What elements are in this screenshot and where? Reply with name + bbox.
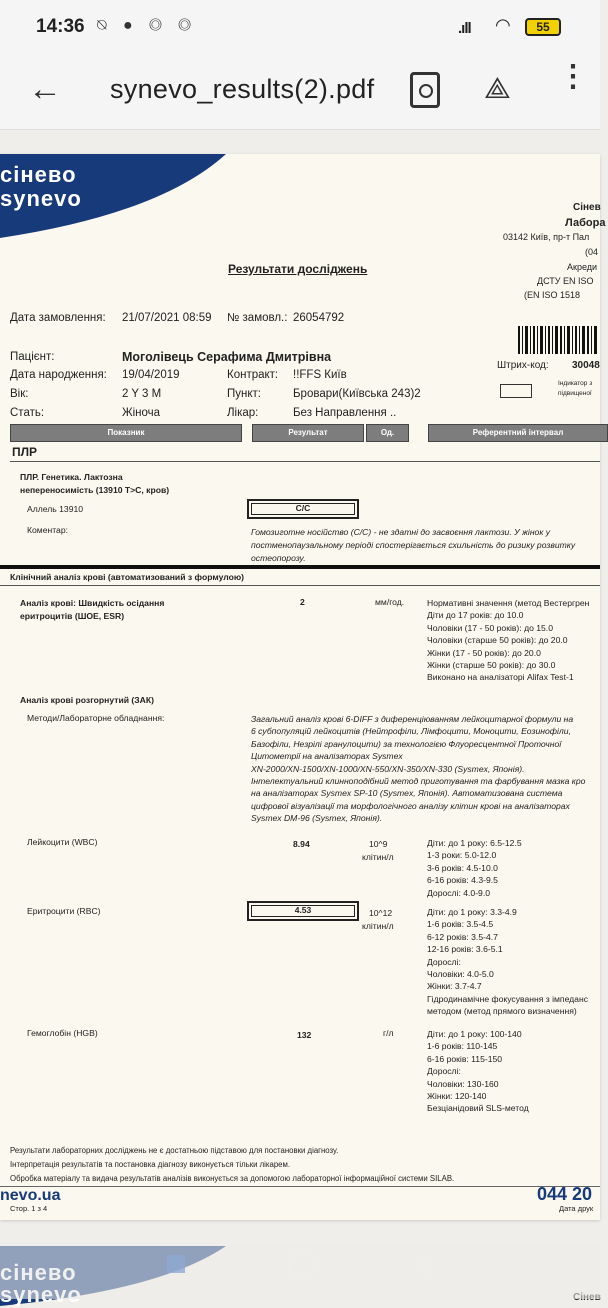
lab-address: 03142 Київ, пр-т Пал — [503, 232, 590, 242]
sex-value: Жіноча — [122, 407, 161, 419]
allele-value: C/C — [247, 499, 359, 519]
hgb-value: 132 — [297, 1030, 312, 1040]
methods-line: Sysmex DM-96 (Sysmex, Японія). — [251, 813, 383, 824]
patient-label: Пацієнт: — [10, 351, 55, 363]
rbc-label: Еритроцити (RBC) — [27, 906, 101, 916]
order-no: 26054792 — [293, 312, 345, 324]
page-number: Стор. 1 з 4 — [10, 1204, 48, 1213]
methods-line: Базофіли, Незрілі гранулоцити) за технологією Флуоресцентної Проточної — [251, 738, 562, 749]
ref-line: Діти: до 1 року: 100-140 — [427, 1029, 522, 1039]
ref-line: 1-6 років: 3.5-4.5 — [427, 919, 494, 930]
col-indicator: Показник — [10, 424, 242, 442]
notification-icons: ⍉ ● ◎ ◎ — [97, 17, 197, 34]
ref-line: Діти: до 1 року: 6.5-12.5 — [427, 838, 522, 848]
methods-label: Методи/Лабораторне обладнання: — [27, 713, 165, 723]
home-button[interactable] — [288, 1251, 316, 1279]
footer-divider — [0, 1186, 600, 1187]
doctor-value: Без Направлення .. — [293, 407, 397, 419]
age-label: Вік: — [10, 388, 29, 400]
footer-phone: 044 20 — [537, 1184, 593, 1204]
barcode-value: 30048 — [572, 360, 600, 371]
footer-site: nevo.ua — [0, 1187, 61, 1204]
indicator-text-2: підвищеної — [558, 390, 592, 397]
barcode-label: Штрих-код: — [497, 360, 549, 371]
ref-line: Жінки: 120-140 — [427, 1091, 487, 1102]
zak-title: Аналіз крові розгорнутий (ЗАК) — [20, 695, 154, 705]
en-iso-standard: (EN ISO 1518 — [524, 290, 581, 300]
ref-line: Діти до 17 років: до 10.0 — [427, 610, 524, 621]
ref-line: Діти: до 1 року: 3.3-4.9 — [427, 907, 517, 917]
allele-label: Аллель 13910 — [27, 504, 84, 514]
ref-line: Дорослі: 4.0-9.0 — [427, 887, 491, 898]
document-title: synevo_results(2).pdf — [110, 74, 375, 104]
ref-line: 1-6 років: 110-145 — [427, 1041, 498, 1052]
methods-text — [251, 713, 585, 825]
ref-line: Чоловіки (старше 50 років): до 20.0 — [427, 635, 568, 646]
wbc-ref — [427, 837, 522, 899]
indicator-box — [500, 384, 532, 398]
ref-line: 12-16 років: 3.6-5.1 — [427, 944, 503, 955]
methods-line: Інтелектуальний клинноподібний метод приготування та фарбування мазка кро — [251, 776, 586, 787]
app-toolbar — [0, 58, 600, 130]
wbc-label: Лейкоцити (WBC) — [27, 837, 98, 847]
status-time: 14:36 — [36, 16, 85, 37]
logo-en: synevo — [0, 186, 82, 211]
esr-value: 2 — [300, 597, 305, 607]
print-date: Дата друк — [559, 1204, 594, 1213]
order-no-label: № замовл.: — [227, 312, 288, 324]
methods-line: 6 субпопуляцій лейкоцитів (Нейтрофіли, Лімфоцити, Моноцити, Еозинофіли, — [251, 726, 571, 737]
back-arrow-icon[interactable]: ← — [28, 70, 62, 108]
comment-line-3: остеопорозу. — [251, 553, 306, 563]
ref-line: 6-16 років: 115-150 — [427, 1053, 503, 1064]
ref-line: Чоловіки (17 - 50 років): до 15.0 — [427, 622, 553, 633]
wifi-icon: ◠ — [495, 15, 511, 35]
ref-line: Жінки (старше 50 років): до 30.0 — [427, 660, 556, 671]
methods-line: Цитометрії на аналізаторах Sysmex — [251, 751, 403, 762]
footer-line-3: Обробка матеріалу та видача результатів аналізів виконується за допомогою лабораторної інформаційної системи SILAB. — [10, 1174, 455, 1183]
lab-name-1: Сінев — [573, 202, 601, 213]
methods-line: Загальний аналіз крові 6-DIFF з диференціюванням лейкоцитарної формули на — [251, 714, 574, 724]
esr-title-1: Аналіз крові: Швидкість осідання — [20, 598, 165, 608]
dob-value: 19/04/2019 — [122, 369, 180, 381]
contract-value: !!FFS Київ — [293, 369, 347, 381]
ref-line: 3-6 років: 4.5-10.0 — [427, 862, 498, 873]
section-pcr: ПЛР — [12, 445, 38, 459]
dstu-standard: ДСТУ EN ISO — [537, 276, 594, 286]
patient-name: Моголівець Серафима Дмитрівна — [122, 350, 332, 364]
barcode — [518, 326, 600, 354]
methods-line: XN-2000/XN-1500/XN-1000/XN-550/XN-350/XN-330 (Sysmex, Японія). — [251, 763, 525, 774]
wbc-value: 8.94 — [293, 839, 310, 849]
hgb-label: Гемоглобін (HGB) — [27, 1028, 98, 1038]
esr-unit: мм/год. — [375, 597, 405, 607]
divider — [0, 585, 600, 586]
ref-line: 6-16 років: 4.3-9.5 — [427, 875, 498, 886]
ref-line: Нормативні значення (метод Вестергрен — [427, 598, 590, 608]
status-bar — [0, 0, 600, 58]
recents-button[interactable] — [167, 1255, 185, 1273]
lab-phone-part: (04 — [585, 247, 599, 257]
battery-icon: 55 — [525, 18, 561, 36]
esr-ref — [427, 597, 589, 684]
wbc-unit-1: 10^9 — [369, 839, 388, 849]
ref-line: Безціанідовий SLS-метод — [427, 1103, 529, 1114]
pcr-title-2: непереносимість (13910 T>C, кров) — [20, 485, 170, 495]
ref-line: Дорослі: — [427, 956, 461, 967]
system-nav-bar — [0, 1246, 600, 1299]
logo-uk: сінево — [0, 162, 77, 187]
section-divider — [0, 565, 600, 569]
sex-label: Стать: — [10, 407, 45, 419]
ref-line: Чоловіки: 4.0-5.0 — [427, 969, 494, 980]
ref-line: Дорослі: — [427, 1066, 461, 1077]
add-to-drive-icon[interactable]: ⟁ — [484, 72, 511, 105]
page-title: Результати досліджень — [228, 262, 368, 276]
footer-line-2: Інтерпретація результатів та постановка діагнозу виконується тільки лікарем. — [10, 1160, 291, 1169]
section-cbc: Клінічний аналіз крові (автоматизований з формулою) — [10, 572, 245, 582]
ref-line: 1-3 роки: 5.0-12.0 — [427, 850, 497, 861]
rbc-value: 4.53 — [247, 901, 359, 921]
methods-line: на аналізаторах Sysmex SP-10 (Sysmex, Японія). Автоматизована система — [251, 788, 563, 799]
order-date: 21/07/2021 08:59 — [122, 312, 212, 324]
methods-line: цифрової візуалізації та морфологічного аналізу клітин крові на аналізаторах — [251, 800, 570, 811]
accreditation: Акреди — [567, 262, 598, 272]
indicator-text-1: Індикатор з — [558, 380, 593, 387]
rbc-ref — [427, 906, 588, 1018]
wbc-unit-2: клітин/л — [362, 852, 394, 862]
comment-line-1: Гомозиготне носійство (С/С) - не здатні до засвоєння лактози. У жінок у — [251, 527, 551, 537]
esr-title-2: еритроцитів (ШОЕ, ESR) — [20, 611, 125, 621]
col-unit: Од. — [366, 424, 409, 442]
pcr-title-1: ПЛР. Генетика. Лактозна — [20, 472, 123, 482]
divider — [10, 461, 600, 462]
point-label: Пункт: — [227, 388, 261, 400]
search-document-icon[interactable] — [410, 72, 440, 108]
rbc-unit-1: 10^12 — [369, 908, 393, 918]
col-ref-interval: Референтний інтервал — [428, 424, 608, 442]
ref-line: 6-12 років: 3.5-4.7 — [427, 931, 498, 942]
comment-line-2: постменопаузальному періоді спостерігається схильність до ризику розвитку — [251, 540, 576, 550]
pdf-page — [0, 154, 606, 1220]
back-button[interactable] — [412, 1254, 432, 1276]
comment-label: Коментар: — [27, 525, 69, 535]
col-result: Результат — [252, 424, 364, 442]
order-date-label: Дата замовлення: — [10, 312, 106, 324]
ref-line: Жінки (17 - 50 років): до 20.0 — [427, 647, 541, 658]
signal-icon: .ıll — [458, 20, 471, 37]
rbc-unit-2: клітин/л — [362, 921, 394, 931]
point-value: Бровари(Київська 243)2 — [293, 388, 421, 400]
dob-label: Дата народження: — [10, 369, 107, 381]
lab-name-2: Лабора — [565, 217, 606, 229]
footer-line-1: Результати лабораторних досліджень не є достатньою підставою для постановки діагнозу. — [10, 1146, 339, 1155]
hgb-unit: г/л — [383, 1028, 394, 1038]
ref-line: Чоловіки: 130-160 — [427, 1078, 499, 1089]
ref-line: Виконано на аналізаторі Alifax Test-1 — [427, 672, 574, 683]
contract-label: Контракт: — [227, 369, 279, 381]
doctor-label: Лікар: — [227, 407, 259, 419]
ref-line: Жінки: 3.7-4.7 — [427, 981, 482, 992]
hgb-ref — [427, 1028, 529, 1115]
age-value: 2 Y 3 M — [122, 388, 162, 400]
ref-line: методом (метод прямого визначення) — [427, 1006, 577, 1017]
ref-line: Гідродинамічне фокусування з імпеданс — [427, 993, 589, 1004]
more-options-icon[interactable]: ⋮ — [558, 60, 588, 93]
